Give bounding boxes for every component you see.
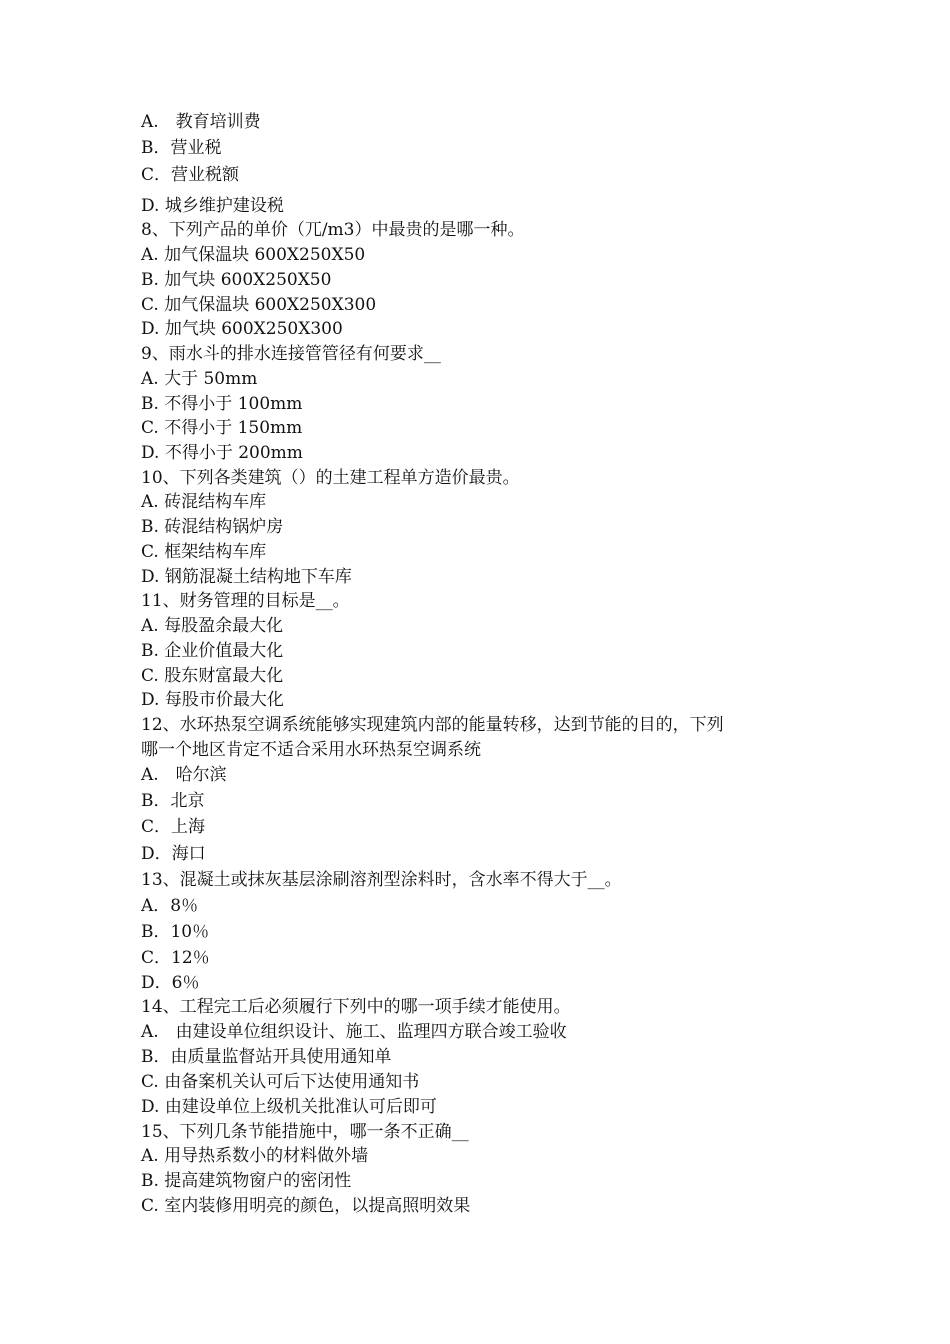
text-line: A．8％ [141, 896, 199, 916]
text-line: C．营业税额 [141, 165, 240, 185]
text-line: 15、下列几条节能措施中，哪一条不正确__ [141, 1122, 469, 1142]
text-line: C. 股东财富最大化 [141, 666, 284, 686]
text-line: A. 大于 50mm [141, 369, 258, 389]
text-line: C. 不得小于 150mm [141, 418, 303, 438]
text-line: A. 每股盈余最大化 [141, 616, 284, 636]
text-line: C．12％ [141, 948, 210, 968]
text-line: B. 不得小于 100mm [141, 394, 303, 414]
text-line: A. 用导热系数小的材料做外墙 [141, 1146, 369, 1166]
text-line: D. 由建设单位上级机关批准认可后即可 [141, 1097, 437, 1117]
text-line: B. 加气块 600X250X50 [141, 270, 332, 290]
text-line: B．北京 [141, 791, 205, 811]
text-line: C. 框架结构车库 [141, 542, 267, 562]
text-line: D．6％ [141, 973, 200, 993]
text-line: D. 加气块 600X250X300 [141, 319, 343, 339]
text-line: A. 教育培训费 [141, 112, 261, 132]
text-line: 哪一个地区肯定不适合采用水环热泵空调系统 [141, 740, 481, 760]
text-line: D. 不得小于 200mm [141, 443, 303, 463]
text-line: A. 砖混结构车库 [141, 492, 267, 512]
text-line: 11、财务管理的目标是__。 [141, 591, 350, 611]
text-line: A. 哈尔滨 [141, 765, 227, 785]
text-line: C．上海 [141, 817, 206, 837]
text-line: B. 提高建筑物窗户的密闭性 [141, 1171, 352, 1191]
text-line: D. 每股市价最大化 [141, 690, 284, 710]
text-line: 10、下列各类建筑（）的土建工程单方造价最贵。 [141, 468, 520, 488]
text-line: C. 加气保温块 600X250X300 [141, 295, 377, 315]
text-line: D．海口 [141, 844, 206, 864]
text-line: D. 钢筋混凝土结构地下车库 [141, 567, 352, 587]
text-line: A. 由建设单位组织设计、施工、监理四方联合竣工验收 [141, 1022, 567, 1042]
text-line: B. 企业价值最大化 [141, 641, 284, 661]
text-line: B．10％ [141, 922, 210, 942]
text-line: 14、工程完工后必须履行下列中的哪一项手续才能使用。 [141, 997, 571, 1017]
text-line: 13、混凝土或抹灰基层涂刷溶剂型涂料时，含水率不得大于__。 [141, 870, 622, 890]
text-line: 9、雨水斗的排水连接管管径有何要求__ [141, 344, 441, 364]
text-line: 12、水环热泵空调系统能够实现建筑内部的能量转移，达到节能的目的，下列 [141, 715, 724, 735]
text-line: B. 砖混结构锅炉房 [141, 517, 284, 537]
text-line: A. 加气保温块 600X250X50 [141, 245, 366, 265]
text-line: C. 室内装修用明亮的颜色，以提高照明效果 [141, 1196, 471, 1216]
text-line: B．营业税 [141, 138, 222, 158]
text-line: B．由质量监督站开具使用通知单 [141, 1047, 392, 1067]
text-line: 8、下列产品的单价（兀/m3）中最贵的是哪一种。 [141, 220, 525, 240]
text-line: C. 由备案机关认可后下达使用通知书 [141, 1072, 420, 1092]
text-line: D. 城乡维护建设税 [141, 196, 284, 216]
